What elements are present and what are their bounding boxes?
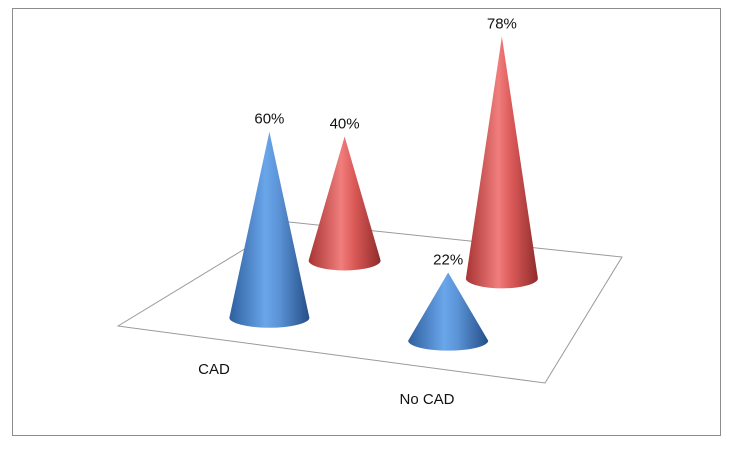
category-label-no-cad: No CAD	[399, 391, 455, 408]
data-label-series1-cad: 60%	[254, 110, 285, 128]
data-label-series2-cad: 40%	[329, 115, 360, 133]
data-label-series2-no-cad: 78%	[486, 15, 517, 33]
category-label-cad: CAD	[198, 361, 230, 378]
data-label-series1-no-cad: 22%	[433, 251, 464, 269]
cone-series2-cad	[309, 136, 381, 270]
cone-series2-no-cad	[466, 37, 538, 289]
